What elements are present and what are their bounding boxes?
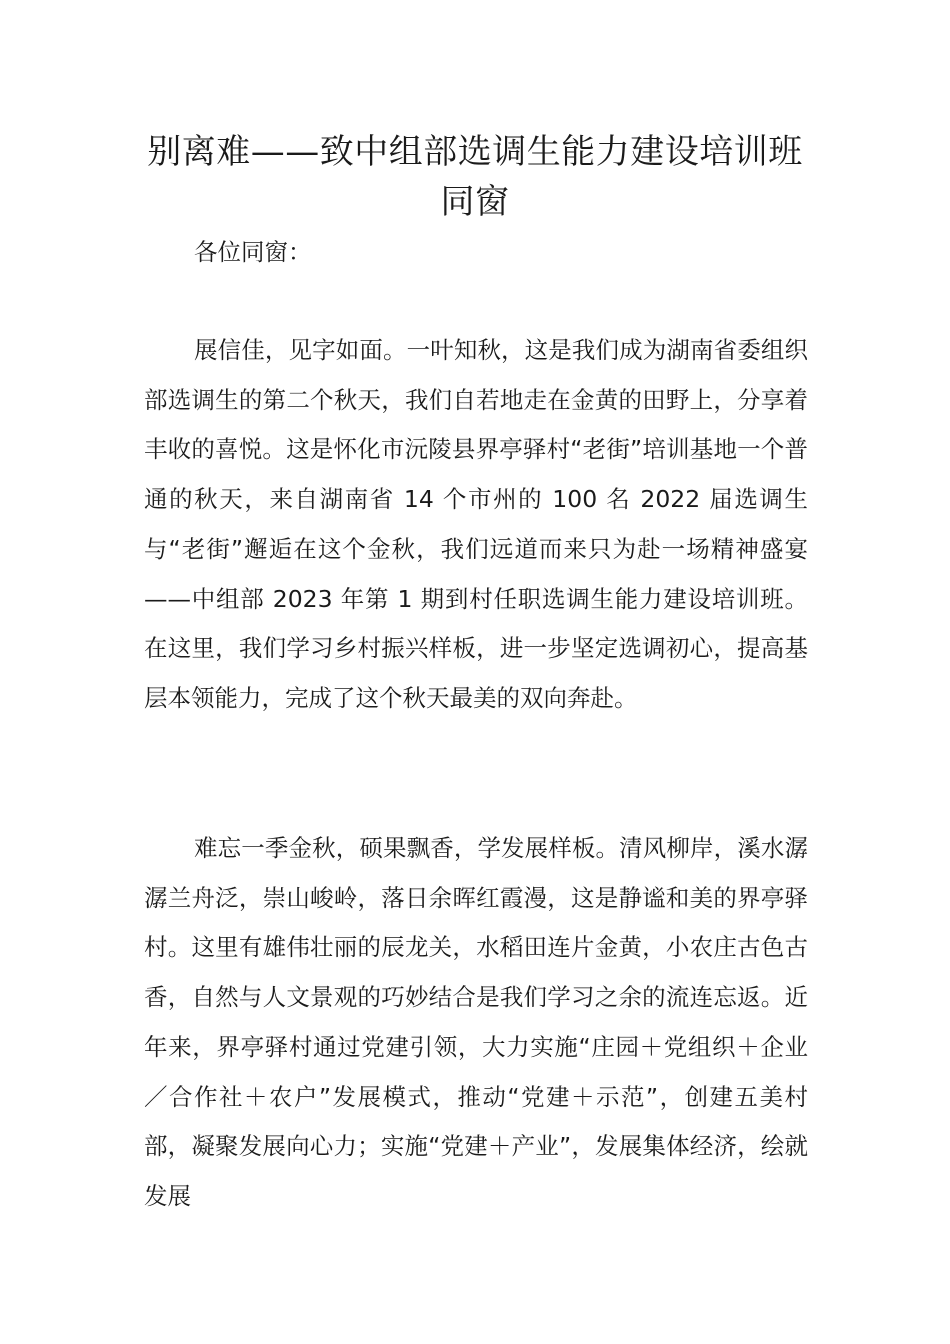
salutation: 各位同窗： [194,238,312,266]
paragraph-1: 展信佳，见字如面。一叶知秋，这是我们成为湖南省委组织部选调生的第二个秋天，我们自若地走在金黄的田野上，分享着丰收的喜悦。这是怀化市沅陵县界亭驿村“老街”培训基地一个普通的秋天，来自湖南省 14 个市州的 100 名 2022 届选调生与“老街”邂逅在这个金秋，我们远道而来只为赴一场精神盛宴——中组部 2023 年第 1 期到村任职选调生能力建设培训班。在这里，我们学习乡村振兴样板，进一步坚定选调初心，提高基层本领能力，完成了这个秋天最美的双向奔赴。 [144,336,808,712]
paragraph-2: 难忘一季金秋，硕果飘香，学发展样板。清风柳岸，溪水潺潺兰舟泛，崇山峻岭，落日余晖红霞漫，这是静谧和美的界亭驿村。这里有雄伟壮丽的辰龙关，水稻田连片金黄，小农庄古色古香，自然与人文景观的巧妙结合是我们学习之余的流连忘返。近年来，界亭驿村通过党建引领，大力实施“庄园＋党组织＋企业／合作社＋农户”发展模式，推动“党建＋示范”，创建五美村部，凝聚发展向心力；实施“党建＋产业”，发展集体经济，绘就发展 [144,834,808,1210]
document-title: 别离难——致中组部选调生能力建设培训班同窗 [147,132,803,222]
